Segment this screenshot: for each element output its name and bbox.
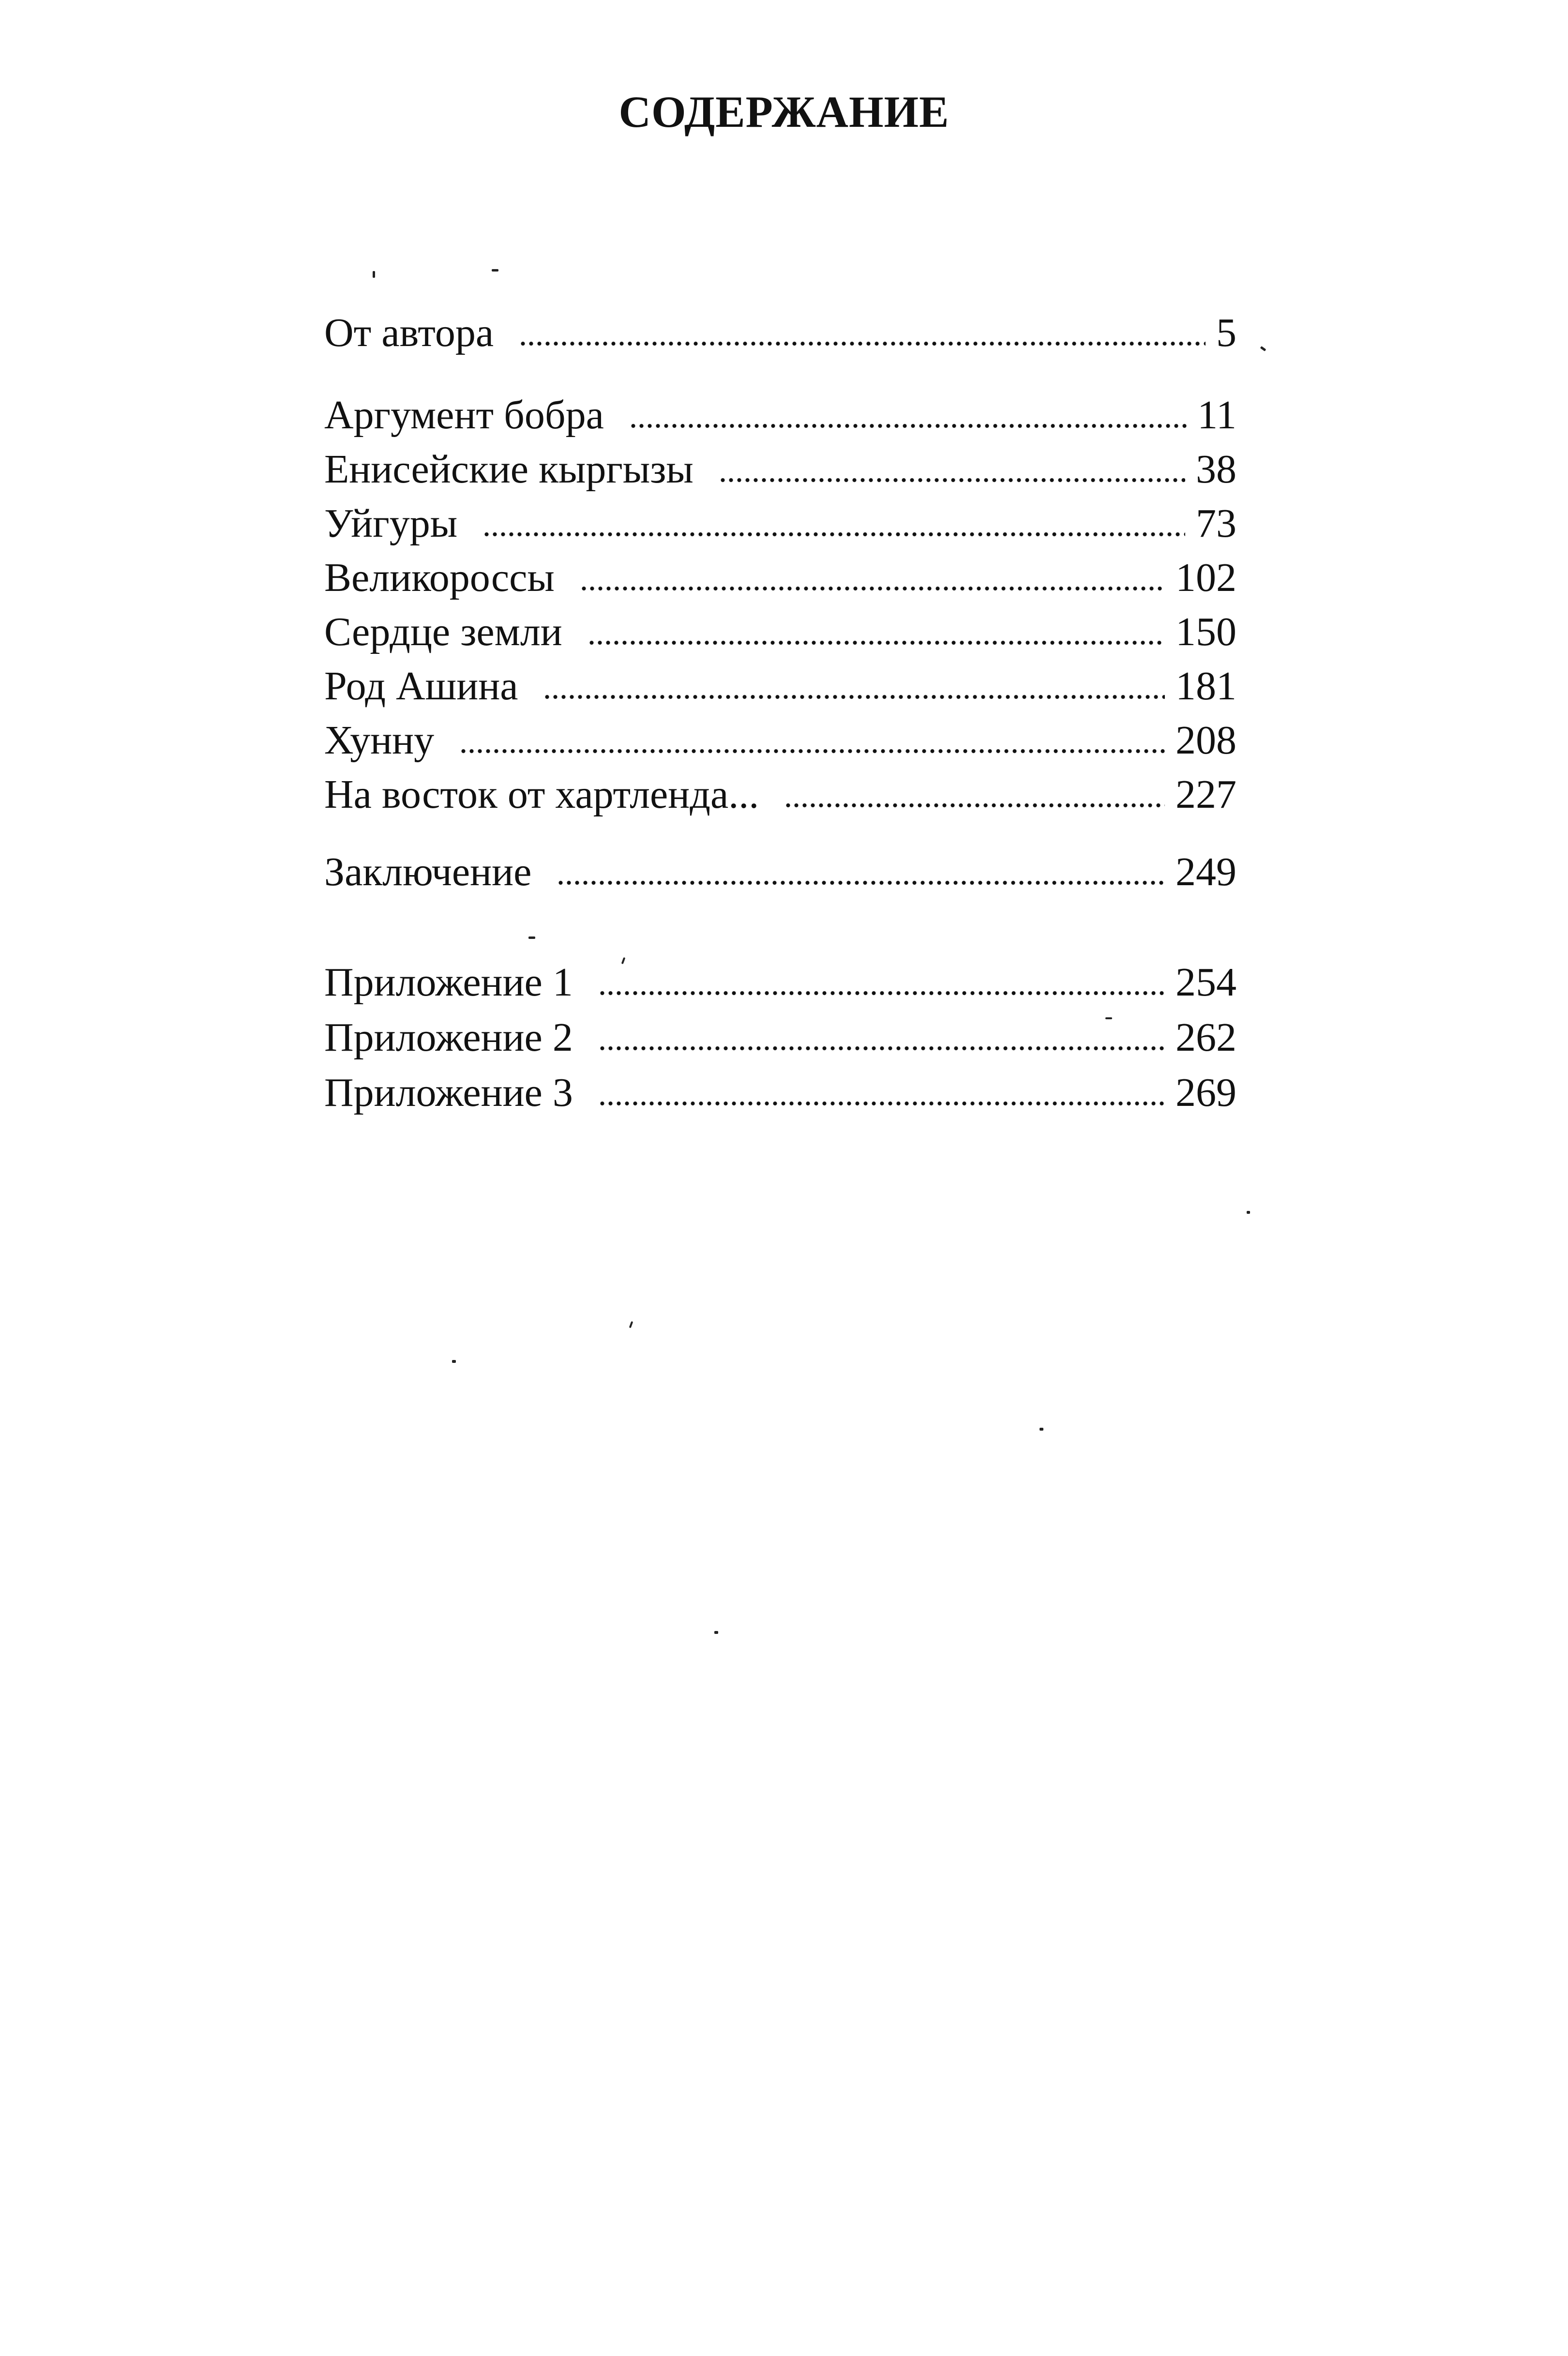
toc-entry-label: Заключение — [324, 849, 532, 894]
toc-entry-label: На восток от хартленда... — [324, 772, 759, 817]
dot-leader — [557, 880, 1165, 885]
scan-speck — [373, 271, 375, 278]
toc-entry-chapter-8[interactable] — [324, 770, 1236, 819]
toc-entry-page: 73 — [1196, 501, 1236, 546]
scan-speck — [1260, 346, 1266, 351]
dot-leader — [629, 423, 1187, 428]
scan-speck — [1105, 1017, 1112, 1019]
toc-entry-label: Сердце земли — [324, 609, 562, 654]
dot-leader — [598, 1046, 1165, 1051]
scan-speck — [492, 269, 498, 272]
toc-entry-label: Род Ашина — [324, 664, 518, 709]
scan-speck — [1040, 1428, 1043, 1431]
toc-entry-label: Приложение 2 — [324, 1015, 573, 1060]
dot-leader — [459, 749, 1165, 754]
toc-entry-label: Уйгуры — [324, 501, 458, 546]
page-title: СОДЕРЖАНИЕ — [618, 87, 950, 136]
scan-speck — [1247, 1211, 1250, 1214]
toc-entry-conclusion[interactable] — [324, 848, 1236, 896]
scan-speck — [714, 1631, 718, 1634]
scan-speck — [528, 936, 535, 939]
dot-leader — [598, 1101, 1165, 1106]
dot-leader — [588, 640, 1165, 645]
scan-speck — [452, 1360, 456, 1363]
toc-entry-chapter-2[interactable] — [324, 445, 1236, 494]
toc-entry-appendix-2[interactable] — [324, 1013, 1236, 1062]
toc-entry-page: 102 — [1176, 555, 1236, 600]
toc-entry-page: 38 — [1196, 447, 1236, 492]
toc-entry-page: 208 — [1176, 718, 1236, 763]
dot-leader — [543, 695, 1165, 699]
toc-entry-chapter-4[interactable] — [324, 554, 1236, 602]
toc-entry-page: 150 — [1176, 609, 1236, 654]
toc-entry-foreword[interactable] — [324, 309, 1236, 357]
toc-entry-appendix-1[interactable] — [324, 958, 1236, 1007]
toc-entry-page: 227 — [1176, 772, 1236, 817]
toc-entry-chapter-3[interactable] — [324, 499, 1236, 548]
toc-entry-label: Енисейские кыргызы — [324, 447, 694, 492]
scan-speck — [629, 1321, 633, 1329]
dot-leader — [580, 586, 1165, 591]
toc-entry-chapter-5[interactable] — [324, 608, 1236, 656]
dot-leader — [519, 341, 1206, 346]
toc-entry-page: 249 — [1176, 849, 1236, 894]
toc-entry-label: Приложение 1 — [324, 960, 573, 1005]
dot-leader — [482, 532, 1185, 537]
toc-entry-page: 269 — [1176, 1070, 1236, 1115]
toc-entry-label: Аргумент бобра — [324, 393, 604, 438]
toc-entry-label: Хунну — [324, 718, 435, 763]
toc-entry-page: 254 — [1176, 960, 1236, 1005]
dot-leader — [719, 478, 1185, 483]
dot-leader — [598, 991, 1165, 996]
toc-entry-appendix-3[interactable] — [324, 1069, 1236, 1117]
toc-entry-page: 5 — [1216, 310, 1236, 355]
toc-entry-chapter-1[interactable] — [324, 391, 1236, 439]
toc-entry-label: От автора — [324, 310, 494, 355]
toc-entry-chapter-6[interactable] — [324, 662, 1236, 710]
toc-entry-page: 11 — [1197, 393, 1236, 438]
toc-entry-page: 181 — [1176, 664, 1236, 709]
toc-entry-chapter-7[interactable] — [324, 716, 1236, 765]
toc-entry-label: Великороссы — [324, 555, 555, 600]
dot-leader — [784, 803, 1165, 808]
toc-entry-label: Приложение 3 — [324, 1070, 573, 1115]
toc-entry-page: 262 — [1176, 1015, 1236, 1060]
